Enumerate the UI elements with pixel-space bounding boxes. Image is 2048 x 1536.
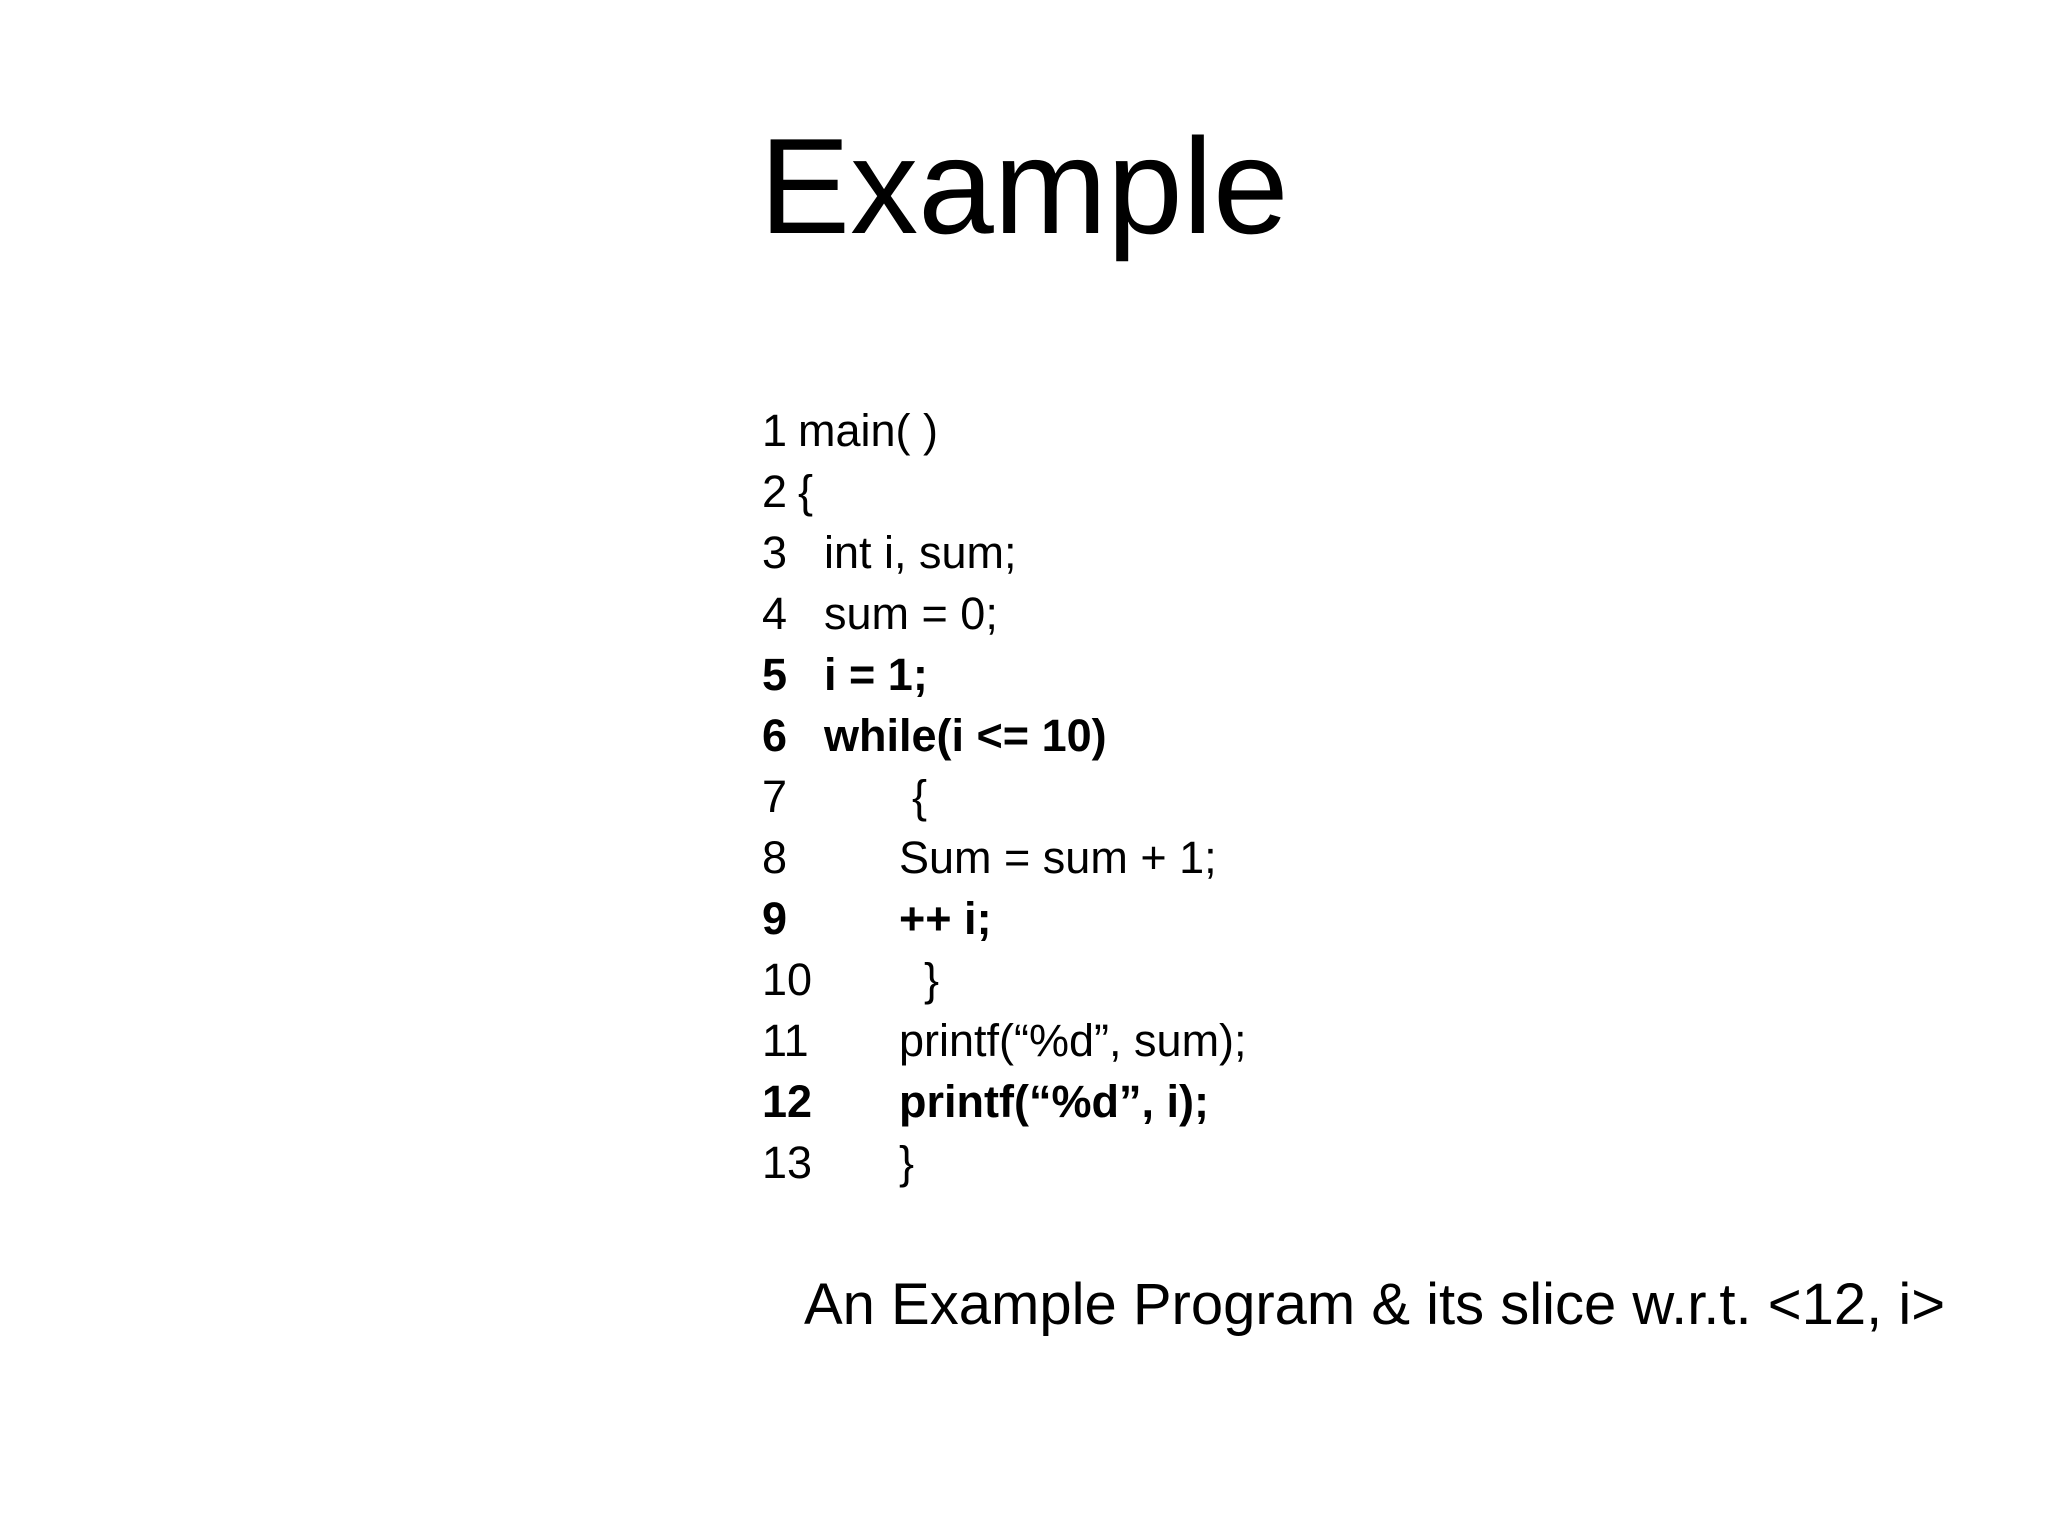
code-line-7 [762, 766, 1562, 827]
line-number: 5 [762, 649, 788, 700]
line-number: 2 [762, 466, 788, 517]
code-listing [762, 400, 1562, 1193]
code-line-8 [762, 827, 1562, 888]
line-number: 11 [762, 1015, 809, 1066]
code-line-5 [762, 644, 1562, 705]
code-line-6 [762, 705, 1562, 766]
line-code: { [912, 771, 928, 822]
line-code: Sum = sum + 1; [899, 832, 1217, 883]
line-number: 8 [762, 832, 788, 883]
code-line-11 [762, 1010, 1562, 1071]
line-code: ++ i; [899, 893, 992, 944]
line-number: 12 [762, 1076, 813, 1127]
code-line-1 [762, 400, 1562, 461]
line-code: sum = 0; [824, 588, 998, 639]
code-line-9 [762, 888, 1562, 949]
code-line-3 [762, 522, 1562, 583]
line-number: 1 [762, 405, 788, 456]
line-code: main( ) [798, 405, 939, 456]
line-number: 9 [762, 893, 788, 944]
line-number: 13 [762, 1137, 813, 1188]
line-code: { [798, 466, 814, 517]
slide-title: Example [759, 110, 1289, 262]
line-code: int i, sum; [824, 527, 1017, 578]
code-line-4 [762, 583, 1562, 644]
line-code: } [924, 954, 940, 1005]
line-number: 3 [762, 527, 788, 578]
line-number: 6 [762, 710, 788, 761]
line-code: i = 1; [824, 649, 928, 700]
line-number: 10 [762, 954, 813, 1005]
code-line-13 [762, 1132, 1562, 1193]
line-code: while(i <= 10) [824, 710, 1107, 761]
code-line-12 [762, 1071, 1562, 1132]
line-code: printf(“%d”, sum); [899, 1015, 1247, 1066]
line-number: 4 [762, 588, 788, 639]
code-line-2 [762, 461, 1562, 522]
line-code: } [899, 1137, 915, 1188]
code-line-10 [762, 949, 1562, 1010]
line-number: 7 [762, 771, 788, 822]
slide-caption: An Example Program & its slice w.r.t. <12, i> [804, 1272, 1946, 1337]
line-code: printf(“%d”, i); [899, 1076, 1209, 1127]
